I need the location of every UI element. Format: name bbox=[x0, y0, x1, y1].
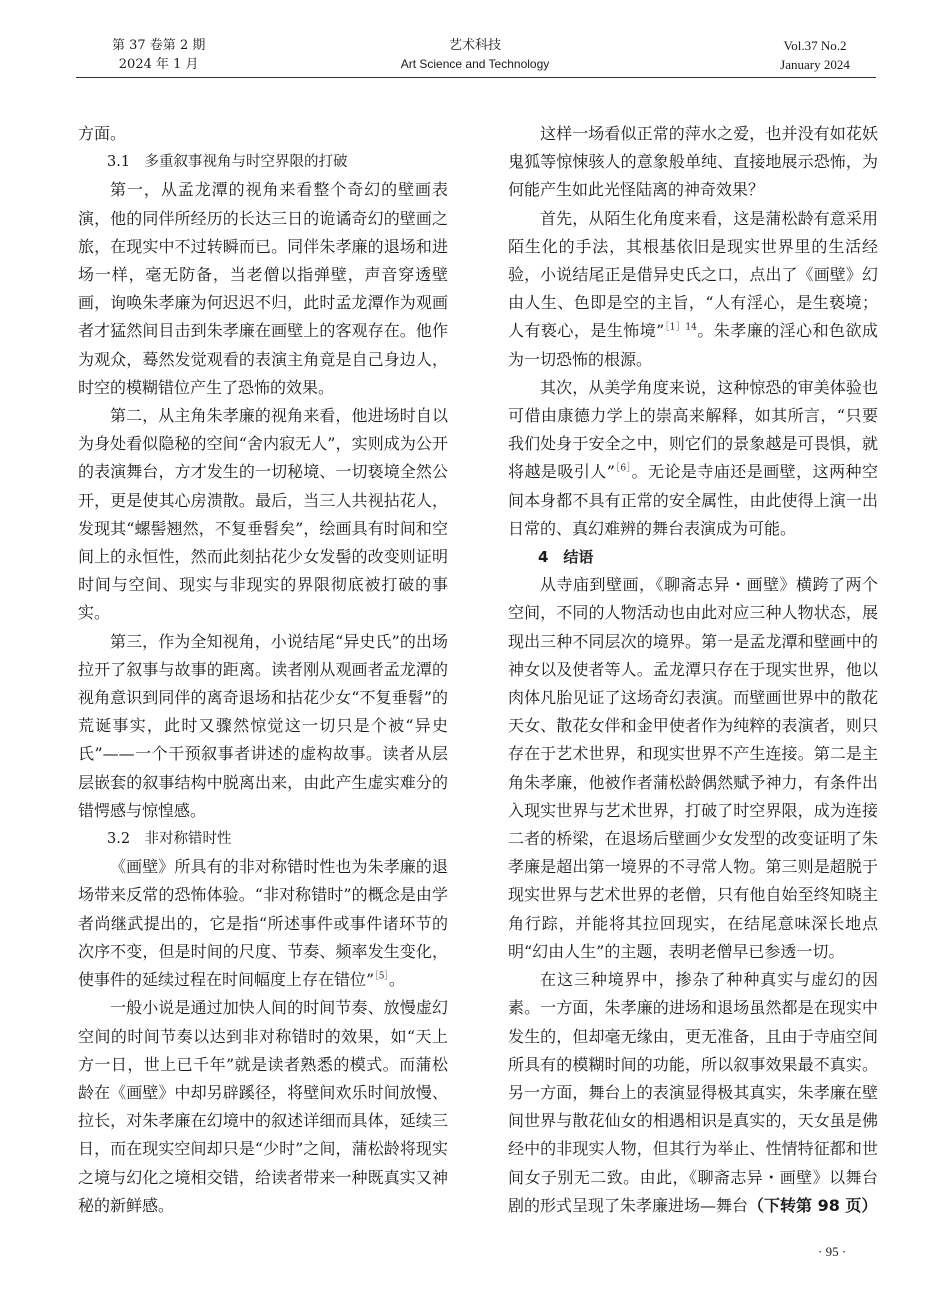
citation-marker: ［1］14 bbox=[664, 323, 697, 334]
paragraph bbox=[508, 966, 878, 1220]
citation-marker: ［5］ bbox=[374, 971, 389, 982]
paragraph: 一般小说是通过加快人间的时间节奏、放慢虚幻空间的时间节奏以达到非对称错时的效果，如“天上方一日，世上已千年”就是读者熟悉的模式。而蒲松龄在《画壁》中却另辟蹊径，将壁间欢乐时间放慢、拉长，对朱孝廉在幻境中的叙述详细而具体，延续三日，而在现实空间却只是“少时”之间，蒲松龄将现实之境与幻化之境相交错，给读者带来一种既真实又神秘的新鲜感。 bbox=[78, 998, 448, 1215]
citation-marker: ［6］ bbox=[614, 464, 632, 475]
publication-date-cn: 2024 年 1 月 bbox=[118, 57, 199, 72]
volume-issue-en: Vol.37 No.2 bbox=[783, 38, 847, 53]
journal-title-en: Art Science and Technology bbox=[400, 57, 550, 71]
paragraph-text: 《画壁》所具有的非对称错时性也为朱孝廉的退场带来反常的恐怖体验。“非对称错时”的概念是由学者尚继武提出的，它是指“所述事件或事件诸环节的次序不变，但是时间的尺度、节奏、频率发生变化，使事件的延续过程在时间幅度上存在错位” bbox=[78, 857, 448, 990]
paragraph-text: 其次，从美学角度来说，这种惊恐的审美体验也可借由康德力学上的崇高来解释，如其所言，“只要我们处身于安全之中，则它们的景象越是可畏惧，就将越是吸引人” bbox=[508, 377, 878, 482]
paragraph-text: 。朱孝廉的淫心和色欲成为一切恐怖的根源。 bbox=[508, 321, 878, 369]
section-heading-3-2: 3.2 非对称错时性 bbox=[107, 831, 232, 848]
journal-volume-en bbox=[760, 36, 870, 74]
paragraph: 这样一场看似正常的萍水之爱，也并没有如花妖鬼狐等惊悚骇人的意象般单纯、直接地展示恐怖，为何能产生如此光怪陆离的神奇效果？ bbox=[508, 124, 878, 200]
paragraph-text: 在这三种境界中，掺杂了种种真实与虚幻的因素。一方面，朱孝廉的进场和退场虽然都是在现实中发生的，但却毫无缘由，更无准备，且由于寺庙空间所具有的模糊时间的功能，所以叙事效果最不真实。另一方面，舞台上的表演显得极其真实，朱孝廉在壁间世界与散花仙女的相遇相识是真实的，天女虽是佛经中的非现实人物，但其行为举止、性情特征都和世间女子别无二致。由此，《聊斋志异・画壁》以舞台剧的形式呈现了朱孝廉进场—舞台 bbox=[508, 970, 878, 1215]
paragraph-text: 。 bbox=[388, 970, 405, 990]
header-rule bbox=[76, 77, 876, 78]
right-column bbox=[508, 120, 878, 1220]
section-heading-3-1: 3.1 多重叙事视角与时空界限的打破 bbox=[107, 154, 348, 171]
left-column bbox=[78, 120, 448, 1220]
paragraph bbox=[508, 205, 878, 374]
paragraph bbox=[78, 853, 448, 994]
paragraph: 第一，从孟龙潭的视角来看整个奇幻的壁画表演，他的同伴所经历的长达三日的诡谲奇幻的壁画之旅，在现实中不过转瞬而已。同伴朱孝廉的退场和进场一样，毫无防备，当老僧以指弹壁，声音穿透壁画，询唤朱孝廉为何迟迟不归，此时孟龙潭作为观画者才猛然间目击到朱孝廉在画壁上的客观存在。他作为观众，蓦然发觉观看的表演主角竟是自己身边人，时空的模糊错位产生了恐怖的效果。 bbox=[78, 180, 448, 397]
paragraph-text: 。无论是寺庙还是画壁，这两种空间本身都不具有正常的安全属性，由此使得上演一出日常的、真幻难辨的舞台表演成为可能。 bbox=[508, 462, 878, 538]
journal-title-cn: 艺术科技 bbox=[448, 38, 501, 53]
volume-issue-text: 第 37 卷第 2 期 bbox=[112, 38, 206, 53]
paragraph: 第三，作为全知视角，小说结尾“异史氏”的出场拉开了叙事与故事的距离。读者刚从观画者孟龙潭的视角意识到同伴的离奇退场和拈花少女“不复垂髫”的荒诞事实，此时又骤然惊觉这一切只是个被“异史氏”——一个干预叙事者讲述的虚构故事。读者从层层嵌套的叙事结构中脱离出来，由此产生虚实难分的错愕感与惊惶感。 bbox=[78, 631, 448, 820]
paragraph: 从寺庙到壁画，《聊斋志异・画壁》横跨了两个空间，不同的人物活动也由此对应三种人物状态，展现出三种不同层次的境界。第一是孟龙潭和壁画中的神女以及使者等人。孟龙潭只存在于现实世界，他以肉体凡胎见证了这场奇幻表演。而壁画世界中的散花天女、散花女伴和金甲使者作为纯粹的表演者，则只存在于艺术世界，和现实世界不产生连接。第二是主角朱孝廉，他被作者蒲松龄偶然赋予神力，有条件出入现实世界与艺术世界，打破了时空界限，成为连接二者的桥梁，在退场后壁画少女发型的改变证明了朱孝廉是超出第一境界的不寻常人物。第三则是超脱于现实世界与艺术世界的老僧，只有他自始至终知晓主角行踪，并能将其拉回现实，在结尾意味深长地点明“幻由人生”的主题，表明老僧早已参透一切。 bbox=[508, 575, 878, 961]
page-number: · 95 · bbox=[818, 1244, 847, 1259]
paragraph bbox=[508, 374, 878, 543]
publication-date-en: January 2024 bbox=[780, 57, 850, 72]
paragraph: 方面。 bbox=[78, 124, 127, 143]
paragraph-text: 首先，从陌生化角度来看，这是蒲松龄有意采用陌生化的手法，其根基依旧是现实世界里的生活经验，小说结尾正是借异史氏之口，点出了《画壁》幻由人生、色即是空的主旨，“人有淫心，是生亵境；人有亵心，是生怖境” bbox=[508, 208, 878, 341]
continued-note: （下转第 98 页） bbox=[748, 1195, 878, 1215]
section-heading-4: 4 结语 bbox=[538, 548, 594, 567]
paragraph: 第二，从主角朱孝廉的视角来看，他进场时自以为身处看似隐秘的空间“舍内寂无人”，实则成为公开的表演舞台，方才发生的一切秘境、一切亵境全然公开，更是使其心房溃散。最后，当三人共视拈花人，发现其“螺髻翘然，不复垂髫矣”，绘画具有时间和空间上的永恒性，然而此刻拈花少女发髻的改变则证明时间与空间、现实与非现实的界限彻底被打破的事实。 bbox=[78, 406, 448, 623]
